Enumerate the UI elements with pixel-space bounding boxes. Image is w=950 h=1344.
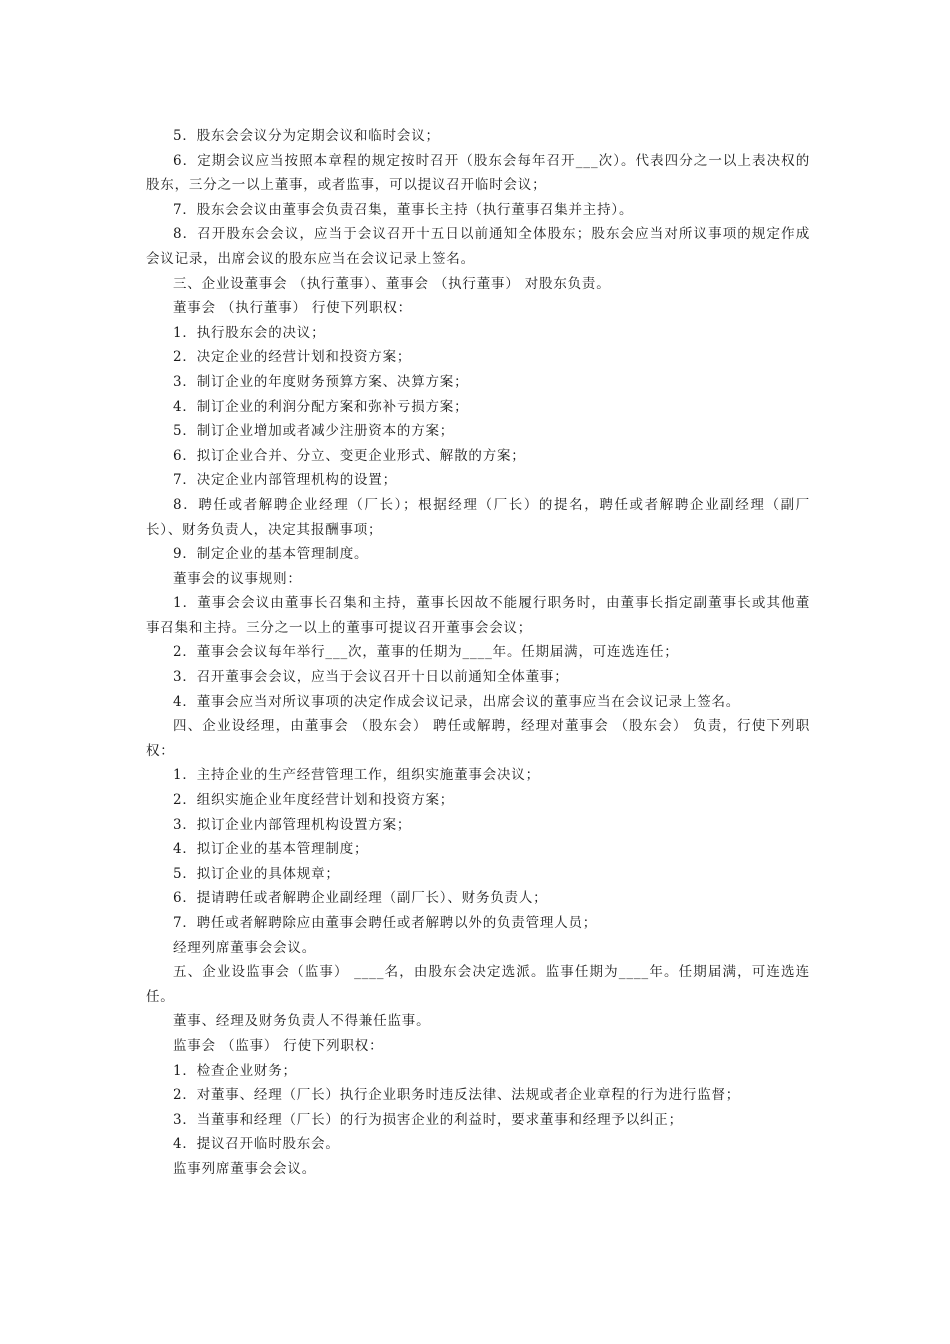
section-heading: 三、企业设董事会 （执行董事）、董事会 （执行董事） 对股东负责。 [173,275,611,292]
paragraph: 董事、经理及财务负责人不得兼任监事。 [173,1013,431,1030]
list-item: 1．执行股东会的决议； [173,324,326,341]
list-item: 7．聘任或者解聘除应由董事会聘任或者解聘以外的负责管理人员； [173,915,598,931]
list-item: 4．提议召开临时股东会。 [173,1136,340,1153]
list-item: 5．拟订企业的具体规章； [173,865,340,882]
paragraph: 董事会的议事规则： [173,570,302,587]
list-item: 1．主持企业的生产经营管理工作，组织实施董事会决议； [173,767,540,784]
document-body [146,124,810,1182]
list-item: 3．制订企业的年度财务预算方案、决算方案； [173,373,469,390]
list-item: 2．董事会会议每年举行___次，董事的任期为____年。任期届满，可连选连任； [173,644,679,661]
paragraph: 8．召开股东会会议，应当于会议召开十五日以前通知全体股东；股东会应当对所议事项的规定作成会议记录，出席会议的股东应当在会议记录上签名。 [146,226,810,267]
list-item: 1．检查企业财务； [173,1062,297,1079]
list-item: 4．拟订企业的基本管理制度； [173,841,369,858]
section-heading: 五、企业设监事会（监事） ____名，由股东会决定选派。监事任期为____年。任期届满，可连选连任。 [146,964,810,1005]
paragraph: 经理列席董事会会议。 [173,939,316,956]
list-item: 6．提请聘任或者解聘企业副经理（副厂长）、财务负责人； [173,890,548,907]
list-item: 5．制订企业增加或者减少注册资本的方案； [173,423,455,440]
list-item: 2．组织实施企业年度经营计划和投资方案； [173,792,455,809]
list-item: 3．当董事和经理（厂长）的行为损害企业的利益时，要求董事和经理予以纠正； [173,1111,683,1128]
paragraph: 董事会 （执行董事） 行使下列职权： [173,300,412,317]
paragraph: 监事列席董事会会议。 [173,1160,316,1177]
list-item: 2．决定企业的经营计划和投资方案； [173,349,412,366]
list-item: 3．召开董事会会议，应当于会议召开十日以前通知全体董事； [173,669,569,686]
paragraph: 监事会 （监事） 行使下列职权： [173,1037,384,1054]
list-item: 9．制定企业的基本管理制度。 [173,546,369,563]
paragraph: 5．股东会会议分为定期会议和临时会议； [173,128,440,144]
paragraph: 6．定期会议应当按照本章程的规定按时召开（股东会每年召开___次）。代表四分之一以上表决权的股东，三分之一以上董事，或者监事，可以提议召开临时会议； [146,152,810,194]
list-item: 4．制订企业的利润分配方案和弥补亏损方案； [173,398,469,415]
list-item: 1．董事会会议由董事长召集和主持，董事长因故不能履行职务时，由董事长指定副董事长或其他董事召集和主持。三分之一以上的董事可提议召开董事会会议； [146,595,810,636]
paragraph: 7．股东会会议由董事会负责召集，董事长主持（执行董事召集并主持）。 [173,201,634,218]
section-heading: 四、企业设经理，由董事会 （股东会） 聘任或解聘，经理对董事会 （股东会） 负责，行使下列职权： [146,718,810,759]
list-item: 7．决定企业内部管理机构的设置； [173,472,397,489]
list-item: 3．拟订企业内部管理机构设置方案； [173,816,412,833]
list-item: 6．拟订企业合并、分立、变更企业形式、解散的方案； [173,447,526,464]
list-item: 2．对董事、经理（厂长）执行企业职务时违反法律、法规或者企业章程的行为进行监督； [173,1087,741,1104]
list-item: 8．聘任或者解聘企业经理（厂长）；根据经理（厂长）的提名，聘任或者解聘企业副经理（副厂长）、财务负责人，决定其报酬事项； [146,496,810,538]
list-item: 4．董事会应当对所议事项的决定作成会议记录，出席会议的董事应当在会议记录上签名。 [173,693,741,710]
